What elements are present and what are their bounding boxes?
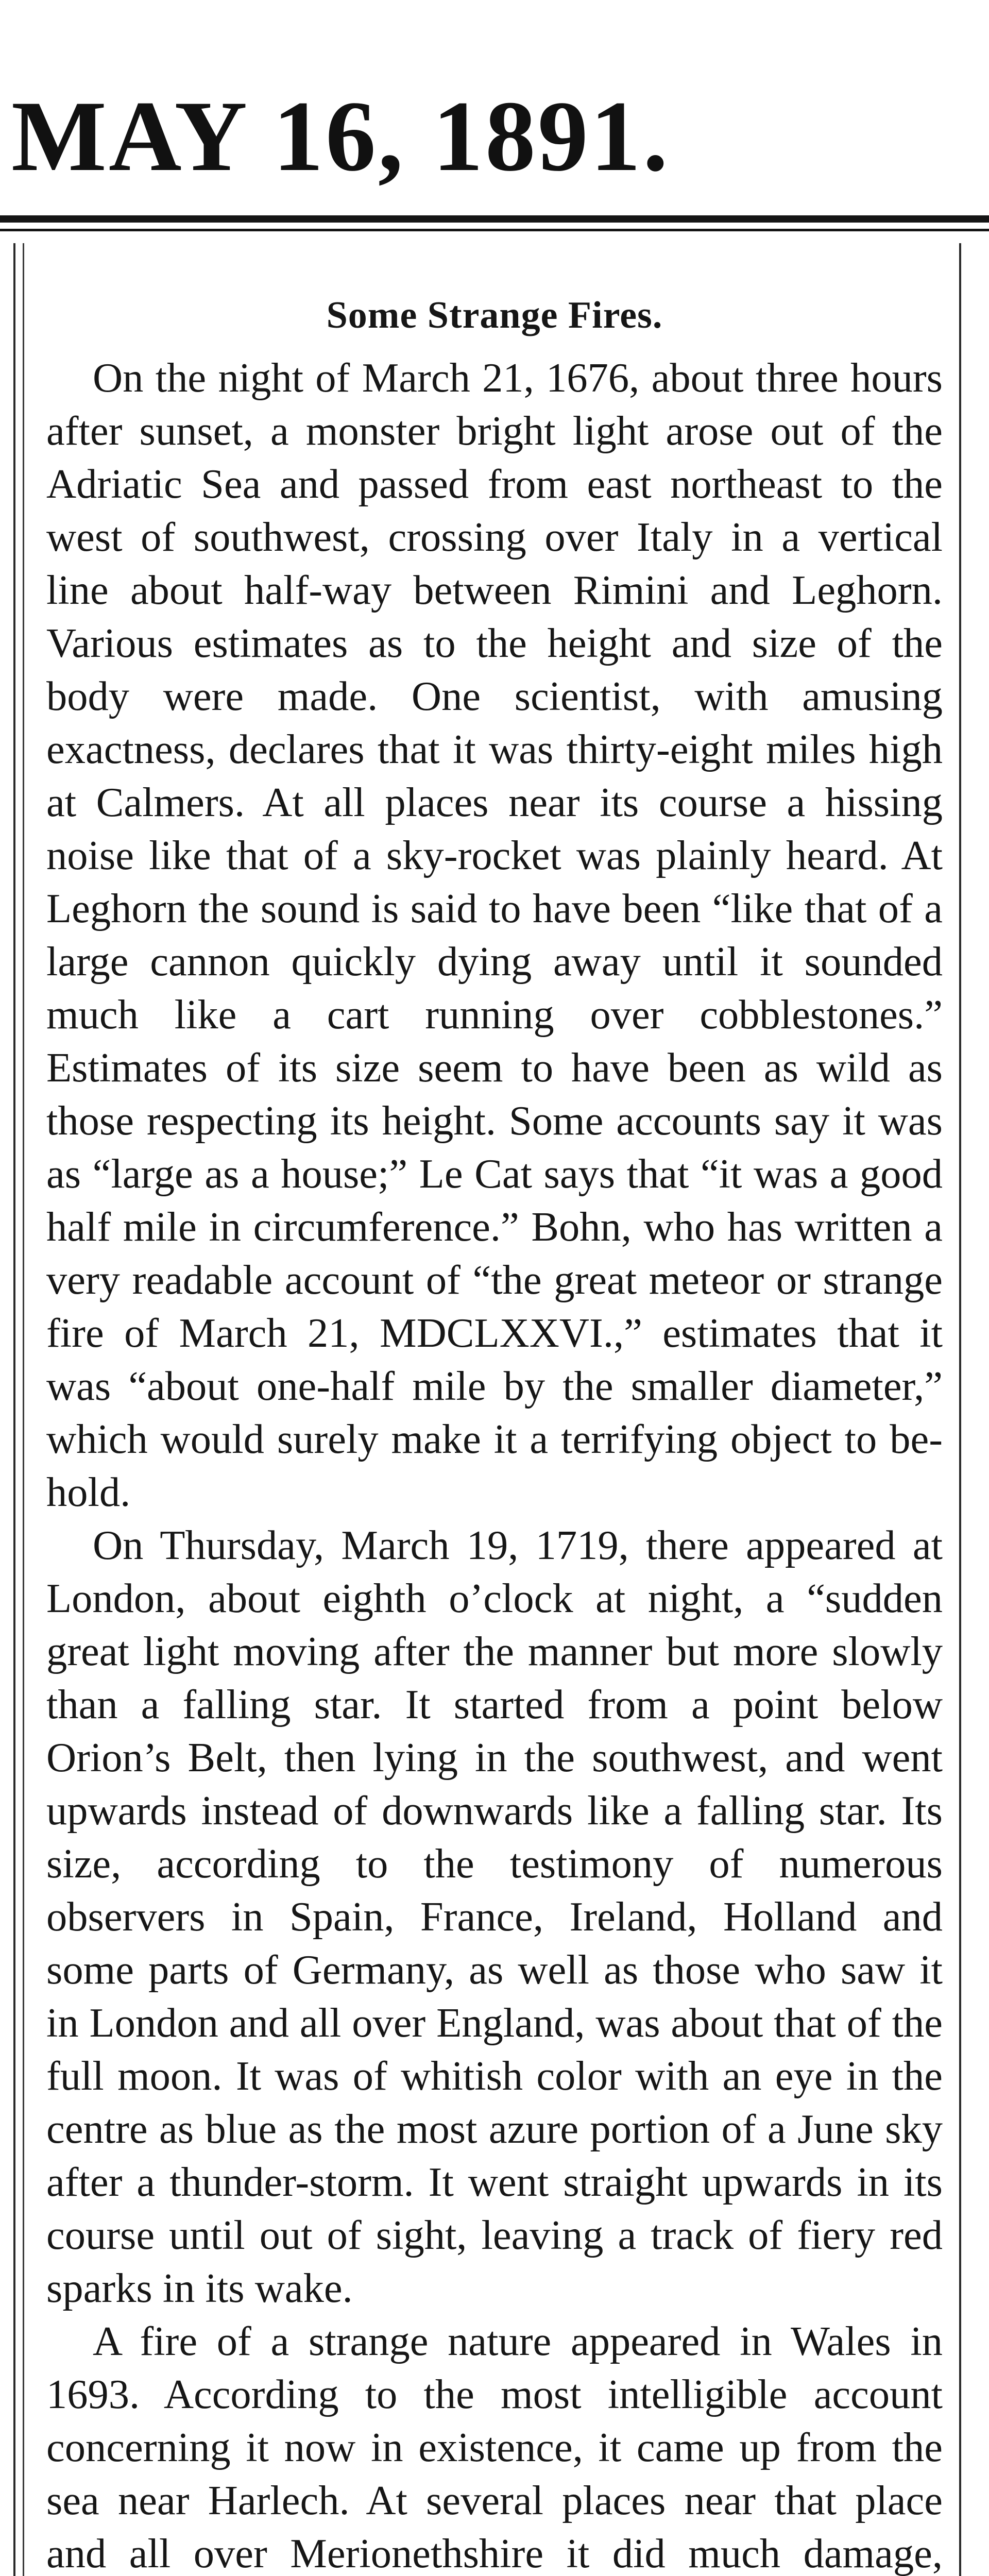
- article-paragraph-3: [46, 2315, 943, 2576]
- column-border-left: [13, 243, 15, 2576]
- article-paragraph-2: On Thursday, March 19, 1719, there appeared at London, about eighth o’clock at night, a “sudden great light moving after the manner but more slowly than a falling star. It started from a point below Orion’s Belt, then lying in the southwest, and went upwards instead of downwards like a falling star. Its size, according to the testimony of numerous observers in Spain, France, Ireland, Holland and some parts of Germany, as well as those who saw it in London and all over England, was about that of the full moon. It was of whitish color with an eye in the centre as blue as the most azure portion of a June sky after a thunder-storm. It went straight upwards in its course until out of sight, leaving a track of fiery red sparks in its wake.: [46, 1522, 943, 2311]
- article-headline: Some Strange Fires.: [326, 294, 663, 336]
- masthead: [0, 77, 989, 232]
- masthead-rule-thick: [0, 215, 989, 223]
- column-border-right: [959, 243, 961, 2576]
- article-paragraph-3-text: A fire of a strange nature appeared in Wales in 1693. According to the most intelligible account concerning it now in existence, it came up from the sea near Harlech. At several places near that place and all over Merionethshire it did much damage,: [46, 2318, 943, 2576]
- article-paragraph-1: On the night of March 21, 1676, about three hours after sunset, a monster bright light arose out of the Adriatic Sea and passed from east northeast to the west of southwest, crossing over Italy in a vertical line about half-way between Rimini and Leghorn. Various estimates as to the height and size of the body were made. One scientist, with amusing exactness, declares that it was thirty-eight miles high at Calmers. At all places near its course a hissing noise like that of a sky-rocket was plainly heard. At Leghorn the sound is said to have been “like that of a large cannon quickly dying away until it sounded much like a cart running over cobblestones.” Estimates of its size seem to have been as wild as those respecting its height. Some accounts say it was as “large as a house;” Le Cat says that “it was a good half mile in circumference.” Bohn, who has written a very readable account of “the great meteor or strange fire of March 21, MDCLXXVI.,” estimates that it was “about one-half mile by the smaller diameter,” which would surely make it a terrifying object to behold.: [46, 355, 943, 1515]
- article-some-strange-fires: [46, 289, 943, 2576]
- issue-date: MAY 16, 1891.: [11, 80, 670, 192]
- masthead-rule-thin: [0, 229, 989, 231]
- column-border-left-inner: [23, 243, 24, 2576]
